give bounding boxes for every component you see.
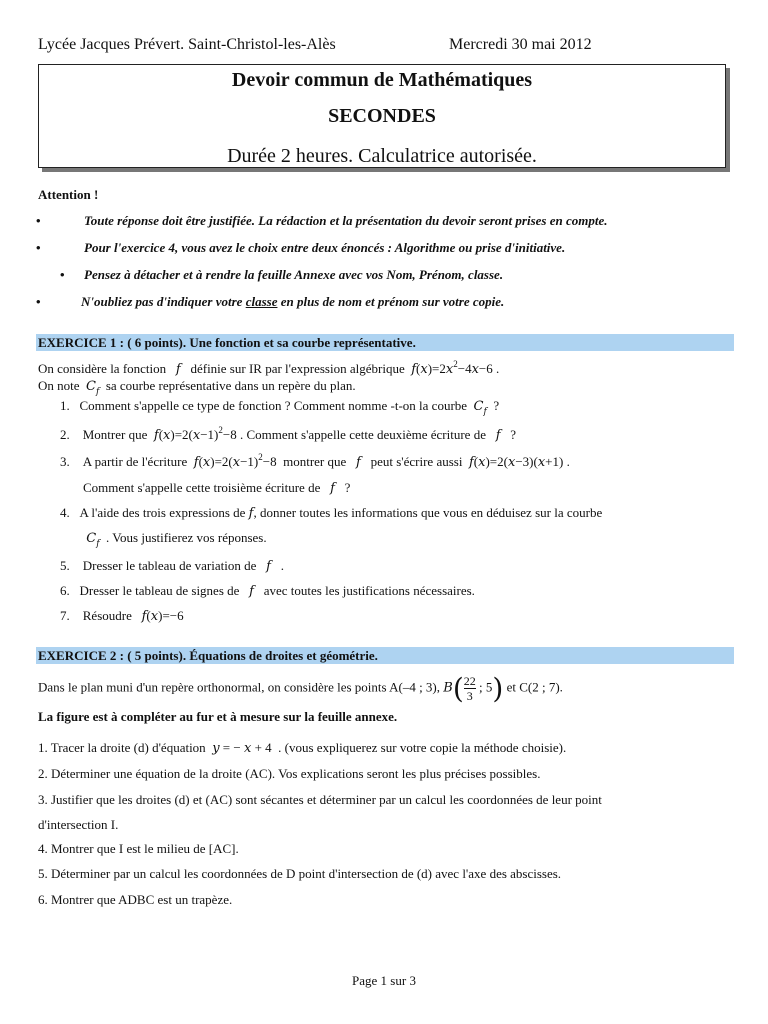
ex1-question-1: 1. Comment s'appelle ce type de fonction ? Comment nomme -t-on la courbe $C_f$ ? [60, 398, 500, 417]
ex2-question-5: 5. Déterminer par un calcul les coordonnées de D point d'intersection de (d) avec l'axe des abscisses. [38, 866, 562, 881]
ex2-question-6: 6. Montrer que ADBC est un trapèze. [38, 892, 233, 907]
exercise-1-title: EXERCICE 1 : ( 6 points). Une fonction et sa courbe représentative. [36, 334, 734, 351]
title-line3: Durée 2 heures. Calculatrice autorisée. [227, 145, 537, 167]
ex1-question-2: 2. Montrer que $f(x)=2(x-1)^2-8$ . Comment s'appelle cette deuxième écriture de f ? [60, 425, 517, 443]
ex1-question-4: 4. A l'aide des trois expressions de f, donner toutes les informations que vous en déduisez sur la courbe [60, 505, 603, 521]
ex1-question-5: 5. Dresser le tableau de variation de f . [60, 558, 284, 574]
attention-bullet-3: • Pensez à détacher et à rendre la feuille Annexe avec vos Nom, Prénom, classe. [60, 267, 504, 282]
ex1-question-4-cont: $C_f$ . Vous justifierez vos réponses. [86, 530, 267, 549]
attention-bullet-2: • Pour l'exercice 4, vous avez le choix entre deux énoncés : Algorithme ou prise d'initiative. [36, 240, 566, 255]
ex2-intro-2: La figure est à compléter au fur et à mesure sur la feuille annexe. [38, 709, 398, 724]
ex2-question-3-cont: d'intersection I. [38, 817, 119, 832]
ex2-intro-1: Dans le plan muni d'un repère orthonormal, on considère les points A(–4 ; 3), B( $\frac{22}{3}$ ; 5) et C(2 ; 7). [38, 672, 563, 705]
ex1-question-3: 3. A partir de l'écriture $f(x)=2(x-1)^2-8$ montrer que f peut s'écrire aussi f(x)=2(x−3)(x+1) . [60, 452, 570, 470]
page-footer: Page 1 sur 3 [352, 973, 416, 988]
ex1-question-3-cont: Comment s'appelle cette troisième écriture de f ? [83, 480, 351, 496]
ex1-intro-1: On considère la fonction f définie sur IR par l'expression algébrique $f(x)=2x^2-4x-6$ . [38, 359, 500, 377]
header-date: Mercredi 30 mai 2012 [449, 36, 592, 53]
title-box [38, 64, 726, 168]
title-line1: Devoir commun de Mathématiques [231, 69, 533, 91]
ex2-question-1: 1. Tracer la droite (d) d'équation y = − x + 4 . (vous expliquerez sur votre copie la méthode choisie). [38, 740, 567, 756]
title-line2: SECONDES [328, 105, 436, 127]
header-school: Lycée Jacques Prévert. Saint-Christol-les-Alès [38, 36, 336, 53]
attention-label: Attention ! [38, 187, 99, 202]
attention-bullet-1: • Toute réponse doit être justifiée. La rédaction et la présentation du devoir seront prises en compte. [36, 213, 608, 228]
ex1-intro-2: On note $C_f$ sa courbe représentative dans un repère du plan. [38, 378, 356, 397]
ex2-question-3: 3. Justifier que les droites (d) et (AC) sont sécantes et déterminer par un calcul les coordonnées de leur point [38, 792, 602, 807]
exercise-2-title: EXERCICE 2 : ( 5 points). Équations de droites et géométrie. [36, 647, 734, 664]
ex2-question-2: 2. Déterminer une équation de la droite (AC). Vos explications seront les plus précises possibles. [38, 766, 541, 781]
ex2-question-4: 4. Montrer que I est le milieu de [AC]. [38, 841, 239, 856]
attention-bullet-4: • N'oubliez pas d'indiquer votre classe en plus de nom et prénom sur votre copie. [36, 294, 505, 309]
ex1-question-6: 6. Dresser le tableau de signes de f avec toutes les justifications nécessaires. [60, 583, 475, 599]
ex1-question-7: 7. Résoudre f(x)=−6 [60, 608, 184, 624]
